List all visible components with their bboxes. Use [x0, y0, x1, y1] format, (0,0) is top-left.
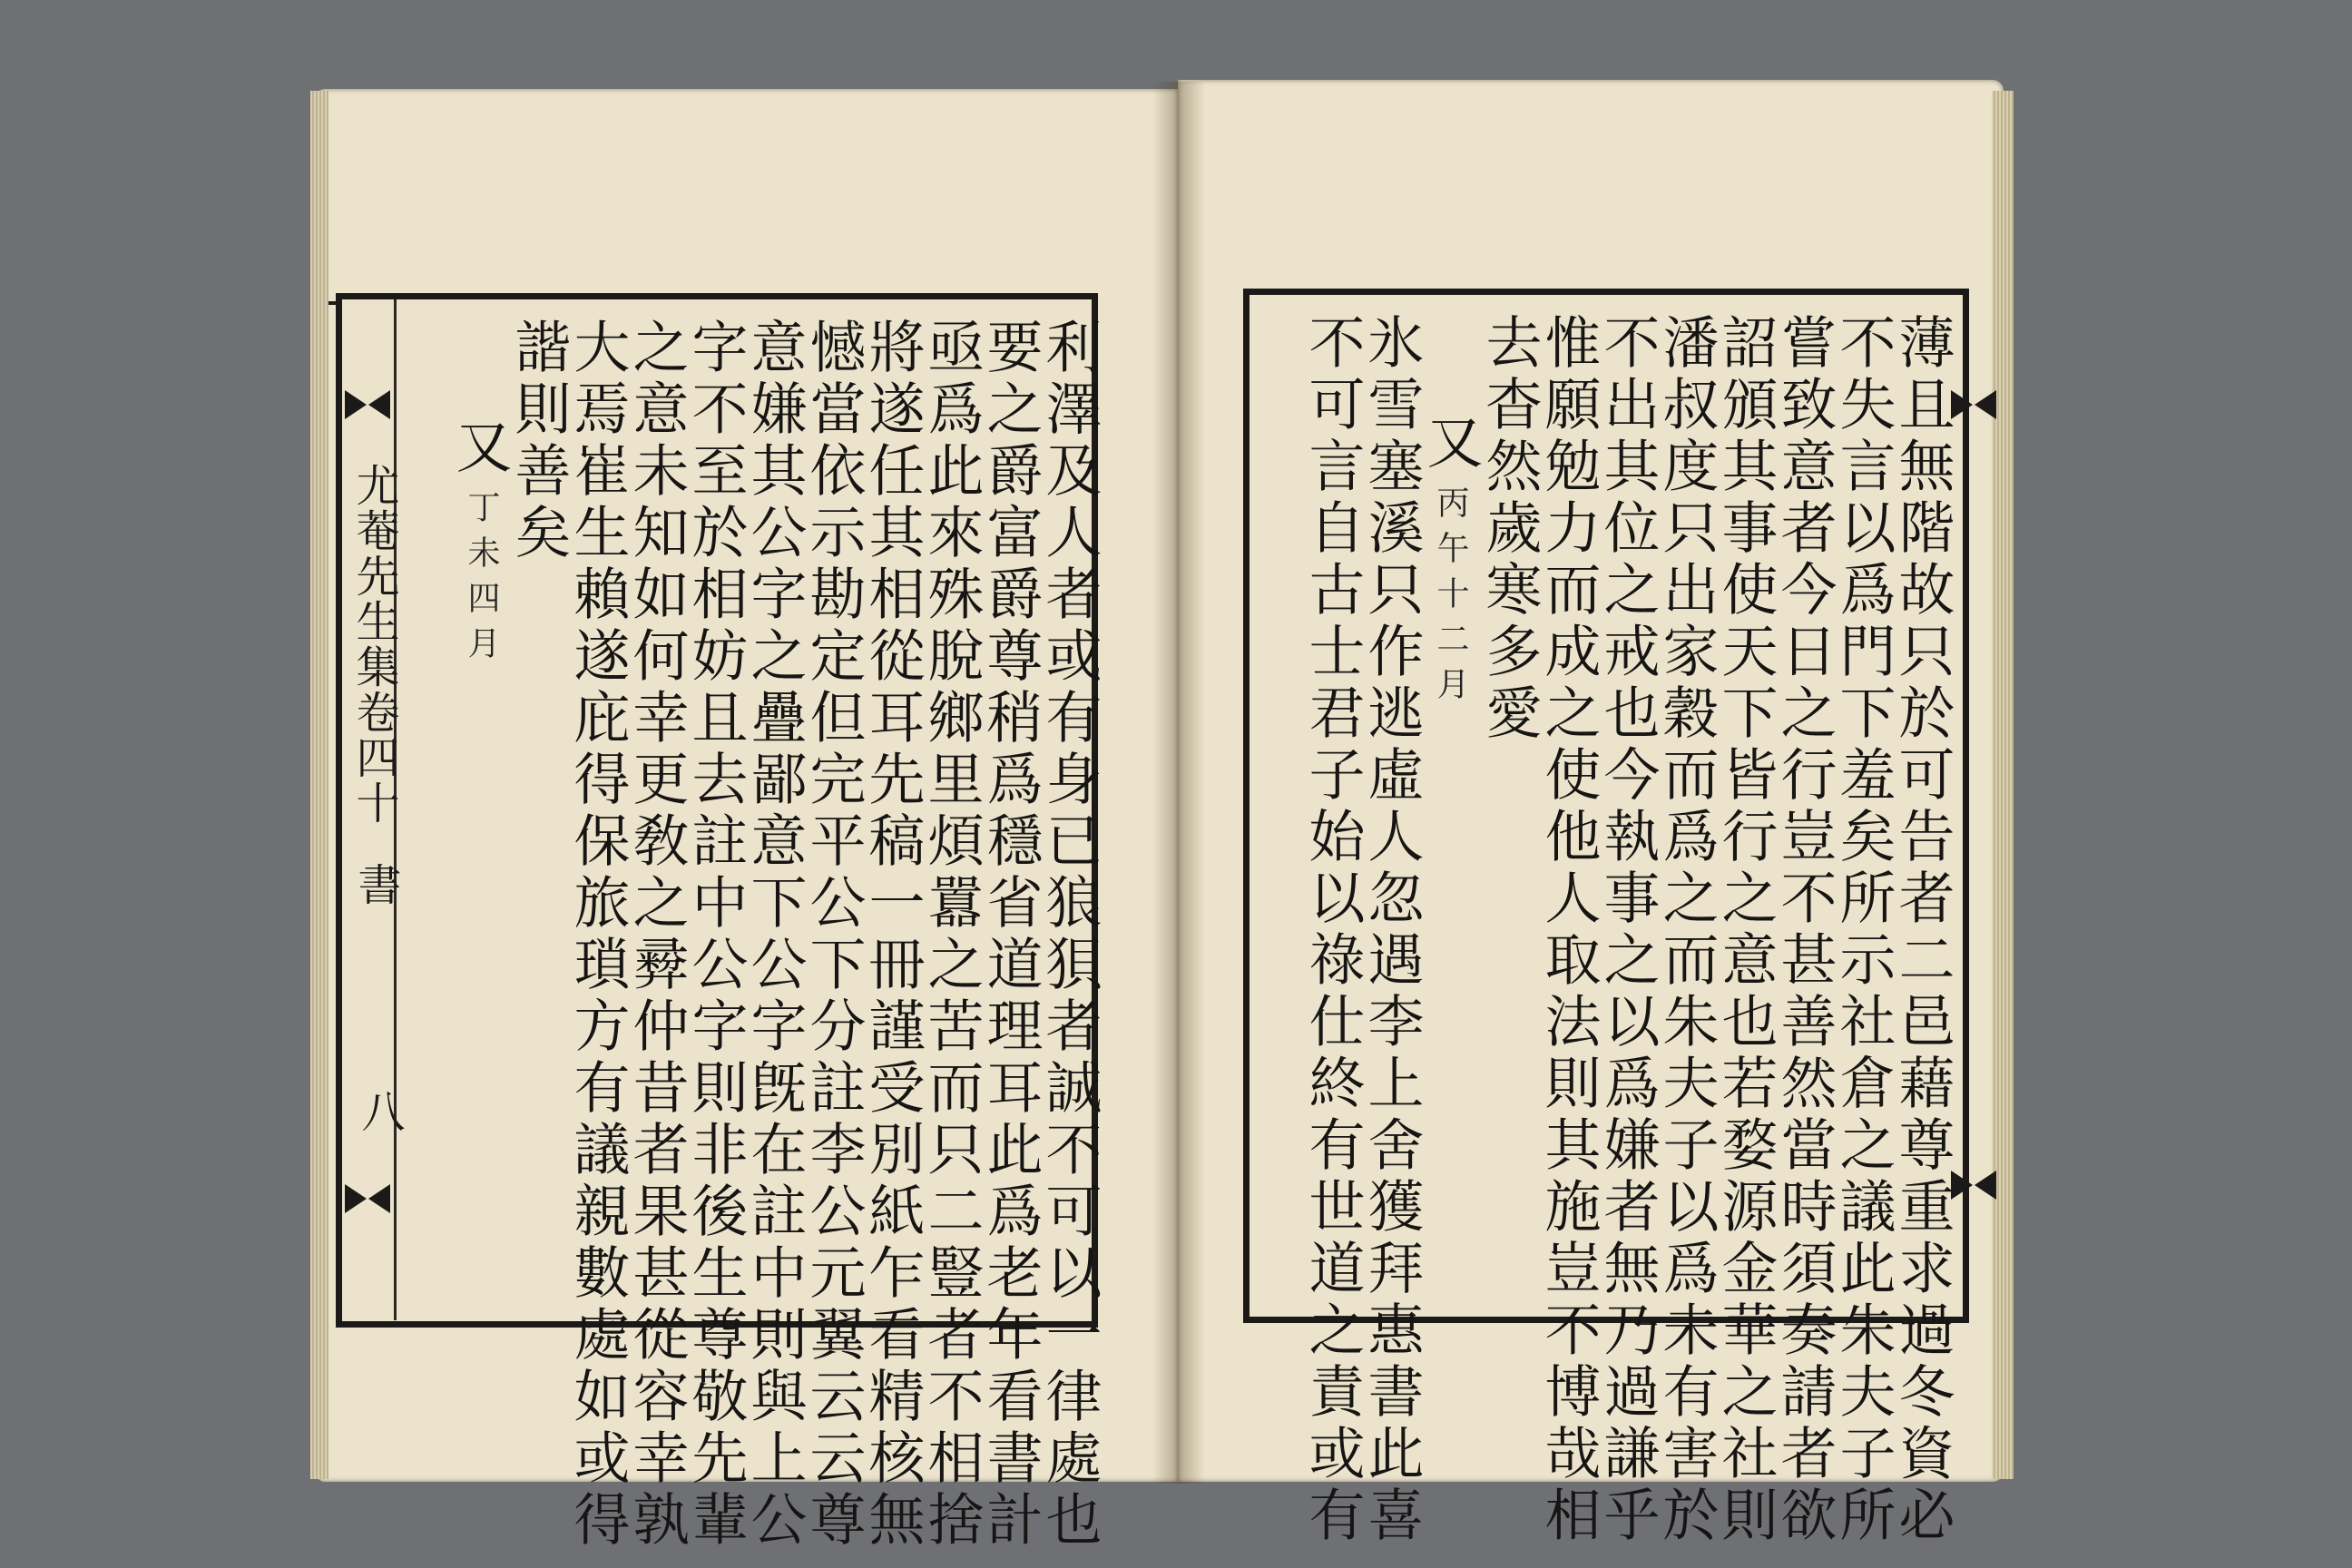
right-col-3: 嘗致意者今日之行豈不甚善然當時須奏請者欲: [1771, 313, 1838, 1547]
left-top-rule: [328, 301, 339, 305]
left-text-frame: [336, 293, 1102, 1552]
right-col-1: 薄且無階故只於可告者二邑藉尊重求過冬資必: [1889, 313, 1955, 1547]
right-heading: 又: [1417, 413, 1484, 475]
right-heading-note: 丙午十二月: [1432, 485, 1469, 712]
right-col-8: 去杳然歲寒多愛: [1476, 313, 1543, 745]
left-col-6: 意嫌其公字之疊鄙意下公字旣在註中則與上公: [741, 318, 808, 1552]
left-col-3: 亟爲此來殊脫鄉里煩囂之苦而只二豎者不相捨: [918, 318, 985, 1552]
right-col-9: 氷雪塞溪只作逃虛人忽遇李上舍獲拜惠書此喜: [1358, 313, 1425, 1547]
page-number: 八: [354, 1089, 405, 1134]
right-col-10: 不可言自古士君子始以祿仕終有世道之責或有: [1299, 313, 1366, 1547]
right-text-frame: [1243, 289, 1969, 1547]
section-label: 書: [350, 862, 401, 907]
right-col-7: 惟願勉力而成之使他人取法則其施豈不博哉相: [1535, 313, 1602, 1547]
left-heading-note: 丁未四月: [463, 490, 500, 671]
left-page-edges: [310, 91, 328, 1479]
right-col-2: 不失言以爲門下羞矣所示社倉之議此朱夫子所: [1830, 313, 1896, 1547]
left-col-10: 諧則善矣: [505, 318, 572, 564]
right-col-4: 詔頒其事使天下皆行之意也若婺源金華之社則: [1712, 313, 1779, 1547]
fish-tail-bottom-right: [1951, 1171, 1996, 1200]
left-col-7: 字不至於相妨且去註中公字則非後生尊敬先輩: [682, 318, 749, 1552]
left-col-2: 要之爵富爵尊稍爲穩省道理耳此爲老年看書計: [977, 318, 1044, 1552]
right-col-6: 不出其位之戒也今執事之以爲嫌者無乃過謙乎: [1594, 313, 1661, 1547]
right-page-edges: [1992, 91, 2014, 1479]
left-col-4: 將遂任其相從耳先稿一冊謹受別紙乍看精核無: [859, 318, 926, 1552]
book-title: 尤菴先生集卷四十: [348, 463, 399, 826]
fish-tail-top-right: [1951, 390, 1996, 419]
fish-tail-top-left: [345, 390, 390, 419]
right-col-5: 潘叔度只出家穀而爲之而朱夫子以爲未有害於: [1653, 313, 1720, 1547]
left-col-9: 大焉崔生賴遂庇得保旅瑣方有議親數處如或得: [564, 318, 631, 1552]
book-gutter: [1152, 82, 1205, 1484]
left-col-1: 利澤及人者或有身已狼狽者誠不可以一律處也: [1036, 318, 1102, 1552]
left-col-5: 憾當依示勘定但完平公下分註李公元翼云云尊: [800, 318, 867, 1552]
fish-tail-bottom-left: [345, 1184, 390, 1213]
left-heading: 又: [446, 417, 513, 479]
left-col-8: 之意未知如何幸更敎之彛仲昔者果甚從容幸孰: [623, 318, 690, 1552]
